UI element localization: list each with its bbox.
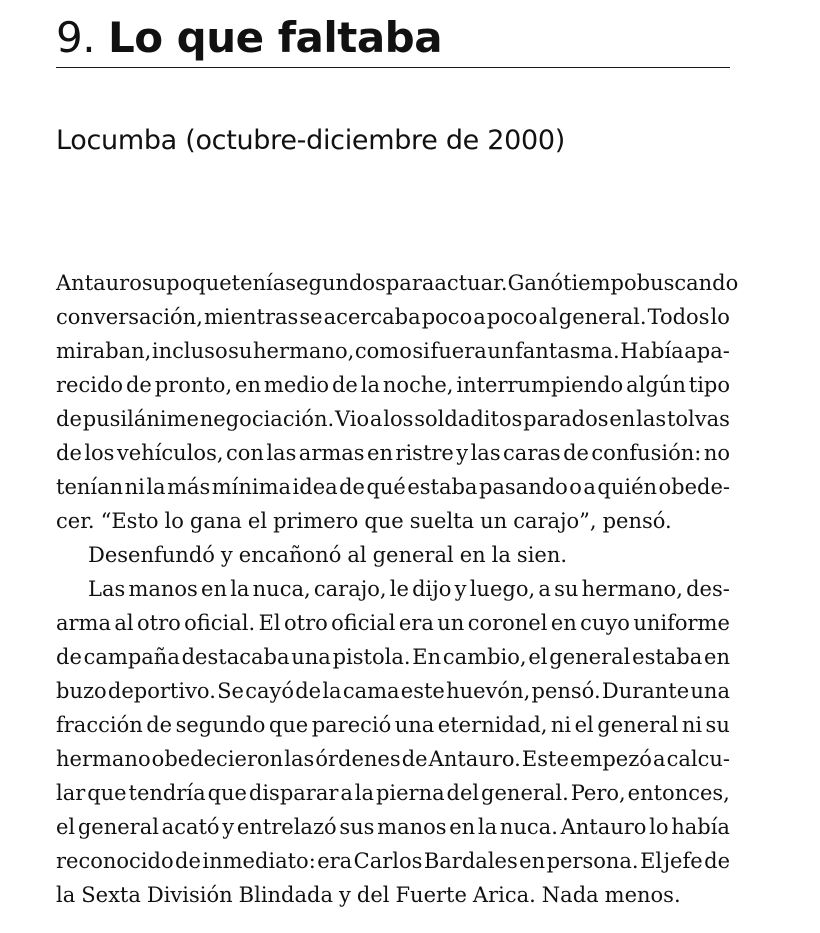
text-line: reconocido de inmediato: era Carlos Bardales en persona. El jefe de bbox=[56, 849, 730, 873]
text-line: de pusilánime negociación. Vio a los soldaditos parados en las tolvas bbox=[56, 407, 730, 431]
text-line: la Sexta División Blindada y del Fuerte Arica. Nada menos. bbox=[56, 883, 681, 907]
chapter-divider bbox=[56, 67, 730, 68]
text-line: hermano obedecieron las órdenes de Antauro. Este empezó a calcu- bbox=[56, 747, 730, 771]
text-line: fracción de segundo que pareció una eternidad, ni el general ni su bbox=[56, 713, 730, 737]
body-text bbox=[56, 266, 739, 912]
text-line: de los vehículos, con las armas en ristre y las caras de confusión: no bbox=[56, 441, 730, 465]
text-line: lar que tendría que disparar a la pierna del general. Pero, entonces, bbox=[56, 781, 730, 805]
text-line: recido de pronto, en medio de la noche, interrumpiendo algún tipo bbox=[56, 373, 730, 397]
text-line: miraban, incluso su hermano, como si fuera un fantasma. Había apa- bbox=[56, 339, 730, 363]
text-line: el general acató y entrelazó sus manos en la nuca. Antauro lo había bbox=[56, 815, 730, 839]
text-line: conversación, mientras se acercaba poco a poco al general. Todos lo bbox=[56, 305, 730, 329]
text-line: Antauro supo que tenía segundos para actuar. Ganó tiempo buscando bbox=[56, 271, 739, 295]
text-line: buzo deportivo. Se cayó de la cama este huevón, pensó. Durante una bbox=[56, 679, 730, 703]
section-subtitle: Locumba (octubre-diciembre de 2000) bbox=[56, 125, 566, 156]
text-line: arma al otro oficial. El otro oficial era un coronel en cuyo uniforme bbox=[56, 611, 730, 635]
chapter-heading bbox=[56, 10, 442, 66]
text-line: Las manos en la nuca, carajo, le dijo y luego, a su hermano, des- bbox=[88, 577, 730, 601]
text-line: cer. “Esto lo gana el primero que suelta un carajo”, pensó. bbox=[56, 509, 672, 533]
chapter-number: 9. bbox=[56, 13, 96, 62]
book-page bbox=[56, 0, 739, 933]
text-line: tenían ni la más mínima idea de qué estaba pasando o a quién obede- bbox=[56, 475, 730, 499]
chapter-title: Lo que faltaba bbox=[107, 13, 443, 62]
text-line: de campaña destacaba una pistola. En cambio, el general estaba en bbox=[56, 645, 730, 669]
text-line: Desenfundó y encañonó al general en la sien. bbox=[88, 543, 568, 567]
